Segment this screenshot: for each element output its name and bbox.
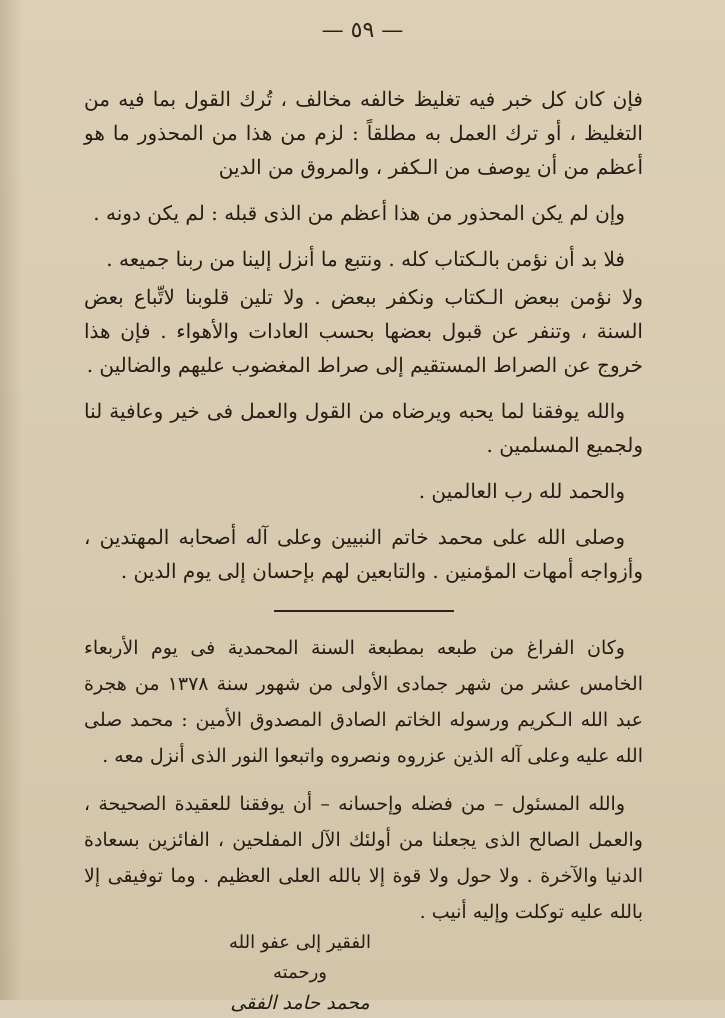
paragraph: وإن لم يكن المحذور من هذا أعظم من الذى قبله : لم يكن دونه . (93, 201, 625, 225)
signature-name: محمد حامد الفقى (230, 992, 370, 1014)
section-divider (274, 610, 454, 612)
paragraph: فلا بد أن نؤمن بالـكتاب كله . ونتبع ما أنزل إلينا من ربنا جميعه . (106, 247, 625, 271)
page-text (84, 82, 643, 942)
colophon-paragraph: والله المسئول – من فضله وإحسانه – أن يوفقنا للعقيدة الصحيحة ، والعمل الصالح الذى يجعلنا من أولئك الآل المفلحين ، الفائزين بسعادة الدنيا والآخرة . ولا حول ولا قوة إلا بالله العلى العظيم . وما توفيقى إلا بالله عليه توكلت وإليه أنيب . (84, 793, 643, 923)
paragraph: والحمد لله رب العالمين . (418, 479, 625, 503)
colophon (84, 630, 643, 930)
paragraph: وصلى الله على محمد خاتم النبيين وعلى آله أصحابه المهتدين ، وأزواجه أمهات المؤمنين . والتابعين لهم بإحسان إلى يوم الدين . (84, 525, 643, 583)
paragraph: فإن كان كل خبر فيه تغليظ خالفه مخالف ، تُرك القول بما فيه من التغليظ ، أو ترك العمل به مطلقاً : لزم من هذا من المحذور ما هو أعظم من أن يوصف من الـكفر ، والمروق من الدين (84, 87, 643, 179)
colophon-paragraph: وكان الفراغ من طبعه بمطبعة السنة المحمدية فى يوم الأربعاء الخامس عشر من شهر جمادى الأولى من شهور سنة ١٣٧٨ من هجرة عبد الله الـكريم ورسوله الخاتم الصادق المصدوق الأمين : محمد صلى الله عليه وعلى آله الذين عزروه ونصروه واتبعوا النور الذى أنزل معه . (84, 637, 643, 767)
signature-line: الفقير إلى عفو الله ورحمته (229, 932, 371, 983)
page-number: — ٥٩ — (321, 18, 404, 43)
page-spine-shadow (0, 0, 22, 1000)
paragraph: ولا نؤمن ببعض الـكتاب ونكفر ببعض . ولا تلين قلوبنا لاتِّباع بعض السنة ، وتنفر عن قبول بعضها بحسب العادات والأهواء . فإن هذا خروج عن الصراط المستقيم إلى صراط المغضوب عليهم والضالين . (84, 285, 643, 377)
paragraph: والله يوفقنا لما يحبه ويرضاه من القول والعمل فى خير وعافية لنا ولجميع المسلمين . (84, 399, 643, 457)
signature-block (210, 928, 390, 1018)
